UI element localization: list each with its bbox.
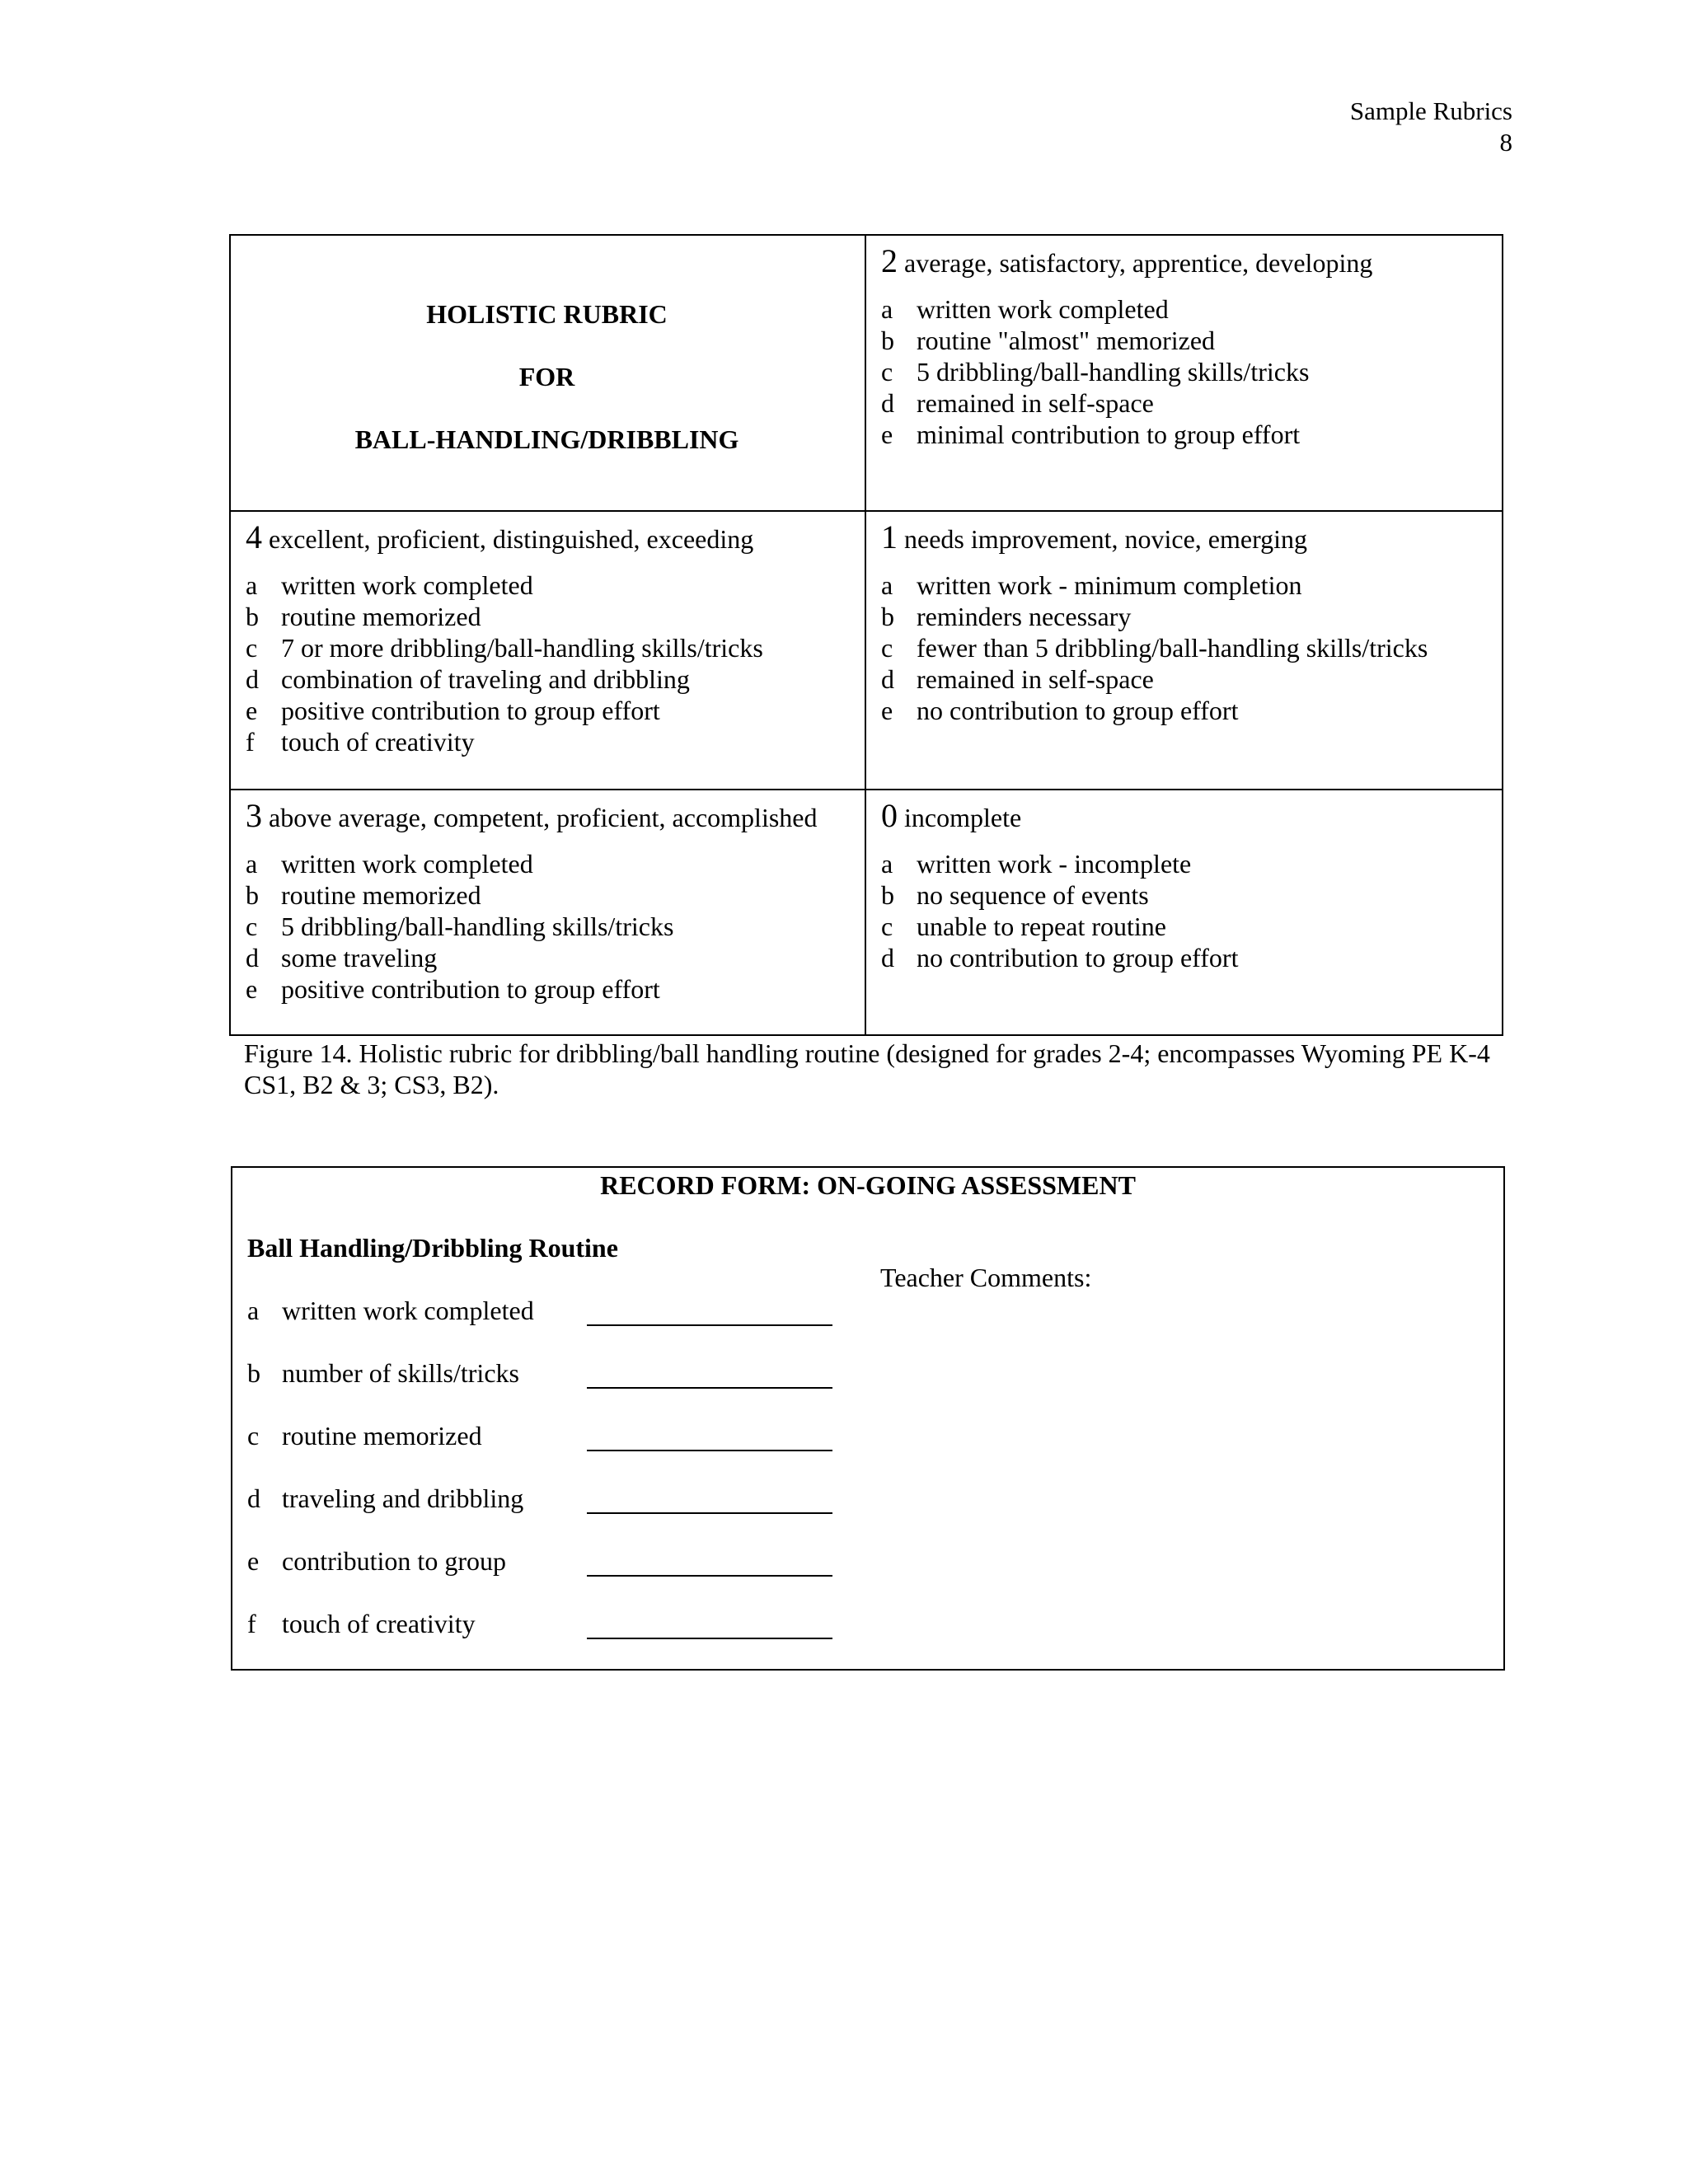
rubric-level-3-cell — [231, 790, 866, 1034]
record-form — [231, 1166, 1505, 1671]
record-form-item — [247, 1577, 841, 1639]
criterion-item — [881, 911, 1485, 942]
rubric-level-1-cell — [866, 512, 1502, 790]
level-descriptor: excellent, proficient, distinguished, exceeding — [269, 524, 754, 554]
criterion-letter: d — [881, 943, 894, 972]
record-item-letter: d — [247, 1483, 260, 1513]
teacher-comments-label: Teacher Comments: — [880, 1263, 1092, 1292]
level-score: 2 — [881, 242, 898, 279]
criterion-text: reminders necessary — [917, 602, 1132, 631]
record-item-label: routine memorized — [282, 1421, 482, 1451]
record-item-letter: c — [247, 1421, 260, 1451]
criterion-text: positive contribution to group effort — [281, 974, 660, 1004]
rubric-title-line-2: FOR — [518, 362, 575, 391]
record-item-label: number of skills/tricks — [282, 1358, 519, 1388]
criterion-item — [881, 601, 1485, 632]
level-descriptor: needs improvement, novice, emerging — [904, 524, 1308, 554]
criterion-letter: a — [246, 849, 258, 879]
criterion-letter: e — [246, 696, 258, 725]
criterion-text: no contribution to group effort — [917, 696, 1239, 725]
level-heading — [881, 520, 1485, 556]
criterion-text: routine memorized — [281, 602, 481, 631]
criterion-letter: b — [246, 602, 259, 631]
level-score: 0 — [881, 797, 898, 834]
criterion-text: 7 or more dribbling/ball-handling skills/tricks — [281, 633, 763, 663]
criterion-text: remained in self-space — [917, 664, 1154, 694]
criterion-item — [246, 663, 848, 695]
criterion-item — [881, 569, 1485, 601]
criterion-letter: c — [881, 357, 893, 387]
record-item-blank-line[interactable] — [587, 1450, 832, 1451]
criterion-text: combination of traveling and dribbling — [281, 664, 690, 694]
criterion-item — [881, 848, 1485, 879]
criterion-text: written work completed — [917, 294, 1169, 324]
criterion-text: written work - incomplete — [917, 849, 1192, 879]
criterion-text: unable to repeat routine — [917, 912, 1166, 941]
criterion-item — [246, 569, 848, 601]
criterion-item — [246, 942, 848, 973]
criteria-list — [246, 848, 848, 1005]
criterion-letter: c — [246, 633, 258, 663]
criterion-item — [881, 663, 1485, 695]
criterion-letter: b — [881, 880, 894, 910]
criterion-item — [881, 879, 1485, 911]
running-head — [1350, 96, 1512, 158]
level-score: 1 — [881, 518, 898, 555]
level-descriptor: above average, competent, proficient, accomplished — [269, 803, 818, 832]
criterion-item — [246, 632, 848, 663]
level-score: 4 — [246, 518, 262, 555]
level-score: 3 — [246, 797, 262, 834]
criterion-text: routine memorized — [281, 880, 481, 910]
rubric-level-0-cell — [866, 790, 1502, 1034]
criterion-item — [881, 632, 1485, 663]
record-item-label: written work completed — [282, 1296, 534, 1325]
record-form-item — [247, 1389, 841, 1451]
record-form-item — [247, 1326, 841, 1389]
record-item-label: contribution to group — [282, 1546, 506, 1576]
criterion-letter: a — [246, 570, 258, 600]
criterion-text: 5 dribbling/ball-handling skills/tricks — [917, 357, 1310, 387]
criterion-item — [246, 726, 848, 757]
holistic-rubric-table — [229, 234, 1503, 1036]
criterion-item — [881, 387, 1485, 419]
criterion-letter: e — [246, 974, 258, 1004]
record-item-blank-line[interactable] — [587, 1638, 832, 1639]
criteria-list — [246, 569, 848, 757]
record-item-label: touch of creativity — [282, 1609, 476, 1638]
criterion-text: written work completed — [281, 849, 533, 879]
criterion-text: routine "almost" memorized — [917, 326, 1216, 355]
criterion-item — [881, 356, 1485, 387]
criterion-item — [246, 973, 848, 1005]
criterion-letter: a — [881, 294, 893, 324]
criterion-text: remained in self-space — [917, 388, 1154, 418]
criterion-letter: f — [246, 727, 255, 757]
criterion-item — [246, 601, 848, 632]
criterion-item — [881, 325, 1485, 356]
criterion-letter: e — [881, 419, 893, 449]
criterion-item — [881, 942, 1485, 973]
record-form-item — [247, 1514, 841, 1577]
level-descriptor: average, satisfactory, apprentice, developing — [904, 248, 1373, 278]
figure-caption: Figure 14. Holistic rubric for dribbling/ball handling routine (designed for grades 2-4; encompasses Wyoming PE K-4 CS1, B2 & 3; CS3, B2). — [244, 1038, 1490, 1099]
record-item-blank-line[interactable] — [587, 1324, 832, 1326]
criterion-item — [881, 293, 1485, 325]
criteria-list — [881, 293, 1485, 450]
criterion-item — [246, 911, 848, 942]
rubric-title-cell — [231, 236, 866, 512]
criteria-list — [881, 848, 1485, 973]
criterion-text: written work completed — [281, 570, 533, 600]
record-item-letter: e — [247, 1546, 260, 1576]
rubric-title-line-3: BALL-HANDLING/DRIBBLING — [354, 424, 739, 454]
criterion-letter: c — [881, 633, 893, 663]
criterion-text: touch of creativity — [281, 727, 475, 757]
running-title: Sample Rubrics — [1349, 96, 1512, 125]
record-form-items — [247, 1295, 841, 1639]
record-item-blank-line[interactable] — [587, 1575, 832, 1577]
criterion-letter: d — [881, 664, 894, 694]
record-item-letter: b — [247, 1358, 260, 1388]
level-heading — [246, 799, 848, 835]
record-item-label: traveling and dribbling — [282, 1483, 524, 1513]
criterion-letter: d — [246, 943, 259, 972]
record-form-item — [247, 1451, 841, 1514]
record-form-title: RECORD FORM: ON-GOING ASSESSMENT — [600, 1170, 1136, 1200]
record-item-blank-line[interactable] — [587, 1387, 832, 1389]
criterion-text: some traveling — [281, 943, 438, 972]
criterion-text: written work - minimum completion — [917, 570, 1302, 600]
rubric-level-4-cell — [231, 512, 866, 790]
criterion-text: no contribution to group effort — [917, 943, 1239, 972]
record-form-item — [247, 1295, 841, 1326]
record-item-letter: a — [247, 1296, 260, 1325]
criterion-letter: c — [246, 912, 258, 941]
criterion-letter: c — [881, 912, 893, 941]
criterion-letter: b — [881, 602, 894, 631]
criterion-letter: b — [881, 326, 894, 355]
criterion-letter: d — [246, 664, 259, 694]
level-descriptor: incomplete — [904, 803, 1022, 832]
record-item-letter: f — [247, 1609, 256, 1638]
rubric-level-2-cell — [866, 236, 1502, 512]
criteria-list — [881, 569, 1485, 726]
criterion-text: positive contribution to group effort — [281, 696, 660, 725]
criterion-text: fewer than 5 dribbling/ball-handling skills/tricks — [917, 633, 1428, 663]
record-item-blank-line[interactable] — [587, 1512, 832, 1514]
record-form-subtitle: Ball Handling/Dribbling Routine — [247, 1233, 618, 1263]
criterion-letter: e — [881, 696, 893, 725]
level-heading — [246, 520, 848, 556]
level-heading — [881, 799, 1485, 835]
criterion-text: 5 dribbling/ball-handling skills/tricks — [281, 912, 674, 941]
criterion-item — [881, 695, 1485, 726]
criterion-letter: b — [246, 880, 259, 910]
level-heading — [881, 244, 1485, 280]
rubric-title-line-1: HOLISTIC RUBRIC — [426, 299, 668, 329]
criterion-letter: d — [881, 388, 894, 418]
criterion-item — [246, 879, 848, 911]
criterion-item — [881, 419, 1485, 450]
criterion-text: no sequence of events — [917, 880, 1149, 910]
page-number: 8 — [1499, 128, 1512, 157]
criterion-letter: a — [881, 849, 893, 879]
criterion-item — [246, 848, 848, 879]
criterion-letter: a — [881, 570, 893, 600]
criterion-item — [246, 695, 848, 726]
criterion-text: minimal contribution to group effort — [917, 419, 1301, 449]
